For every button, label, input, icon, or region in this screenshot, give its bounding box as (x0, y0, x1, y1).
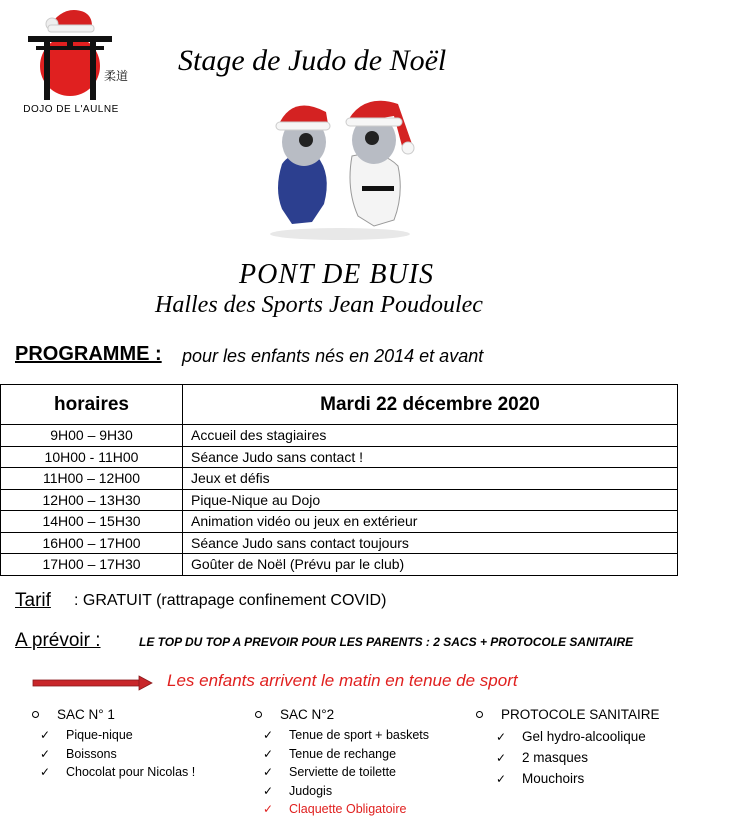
city-name: PONT DE BUIS (239, 259, 435, 290)
activity-cell: Goûter de Noël (Prévu par le club) (183, 554, 678, 576)
sac1-list (30, 707, 195, 782)
checkmark-icon: ✓ (263, 746, 274, 761)
time-cell: 10H00 - 11H00 (1, 446, 183, 468)
tarif-label: Tarif (15, 590, 51, 611)
table-header-row (1, 385, 678, 425)
activity-cell: Animation vidéo ou jeux en extérieur (183, 511, 678, 533)
table-row (1, 489, 678, 511)
circle-bullet-icon (476, 711, 483, 718)
list-item (30, 745, 195, 764)
venue-name: Halles des Sports Jean Poudoulec (155, 292, 483, 318)
list-item (30, 763, 195, 782)
prevoir-text: LE TOP DU TOP A PREVOIR POUR LES PARENTS : 2 SACS + PROTOCOLE SANITAIRE (139, 635, 634, 649)
table-row (1, 446, 678, 468)
programme-label: PROGRAMME : (15, 343, 162, 365)
checkmark-icon: ✓ (263, 802, 274, 817)
arrival-note: Les enfants arrivent le matin en tenue de sport (167, 671, 518, 690)
time-cell: 16H00 – 17H00 (1, 532, 183, 554)
list-item (253, 745, 429, 764)
time-cell: 11H00 – 12H00 (1, 468, 183, 490)
table-row (1, 425, 678, 447)
list-item-text: Chocolat pour Nicolas ! (66, 765, 196, 780)
activity-cell: Pique-Nique au Dojo (183, 489, 678, 511)
logo-text: DOJO DE L'AULNE (23, 104, 119, 115)
time-cell: 12H00 – 13H30 (1, 489, 183, 511)
list-item (253, 763, 429, 782)
protocole-list (474, 707, 660, 789)
checkmark-icon: ✓ (40, 765, 51, 780)
list-item-text: Tenue de rechange (289, 746, 397, 761)
tarif-text: : GRATUIT (rattrapage confinement COVID) (74, 592, 387, 609)
list-header (474, 707, 660, 722)
table-row (1, 511, 678, 533)
checkmark-icon: ✓ (40, 746, 51, 761)
kanji-text: 柔道 (104, 69, 129, 83)
list-item-text: Judogis (289, 783, 333, 798)
list-item-text: 2 masques (522, 750, 589, 765)
list-item-text: Serviette de toilette (289, 765, 397, 780)
page-title: Stage de Judo de Noël (178, 44, 447, 77)
activity-cell: Séance Judo sans contact ! (183, 446, 678, 468)
list-item (253, 726, 429, 745)
header-horaires: horaires (1, 385, 183, 425)
checkmark-icon: ✓ (263, 783, 274, 798)
list-item (30, 726, 195, 745)
checkmark-icon: ✓ (40, 728, 51, 743)
checkmark-icon: ✓ (263, 728, 274, 743)
list-item-highlight (253, 800, 429, 819)
time-cell: 14H00 – 15H30 (1, 511, 183, 533)
list-item-text: Tenue de sport + baskets (289, 728, 430, 743)
sac2-list (253, 707, 429, 819)
table-row (1, 468, 678, 490)
list-title: PROTOCOLE SANITAIRE (501, 707, 660, 722)
table-row (1, 532, 678, 554)
activity-cell: Accueil des stagiaires (183, 425, 678, 447)
list-item-text: Mouchoirs (522, 771, 585, 786)
table-row (1, 554, 678, 576)
list-item (474, 768, 660, 789)
checkmark-icon: ✓ (496, 750, 507, 765)
checkmark-icon: ✓ (496, 771, 507, 786)
list-item-text: Gel hydro-alcoolique (522, 729, 646, 744)
list-title: SAC N° 1 (57, 707, 115, 722)
list-item-text: Claquette Obligatoire (289, 802, 407, 817)
list-title: SAC N°2 (280, 707, 335, 722)
programme-text: pour les enfants nés en 2014 et avant (182, 346, 484, 366)
header-date: Mardi 22 décembre 2020 (183, 385, 678, 425)
circle-bullet-icon (255, 711, 262, 718)
checkmark-icon: ✓ (263, 765, 274, 780)
list-header (30, 707, 195, 722)
schedule-table (0, 384, 678, 576)
circle-bullet-icon (32, 711, 39, 718)
list-item (474, 726, 660, 747)
time-cell: 17H00 – 17H30 (1, 554, 183, 576)
list-item (474, 747, 660, 768)
list-item (253, 782, 429, 801)
list-item-text: Pique-nique (66, 728, 133, 743)
checkmark-icon: ✓ (496, 729, 507, 744)
prevoir-label: A prévoir : (15, 630, 101, 651)
judo-mascots-image (262, 94, 418, 244)
list-item-text: Boissons (66, 746, 117, 761)
arrow-right-icon (33, 675, 153, 691)
activity-cell: Séance Judo sans contact toujours (183, 532, 678, 554)
time-cell: 9H00 – 9H30 (1, 425, 183, 447)
activity-cell: Jeux et défis (183, 468, 678, 490)
list-header (253, 707, 429, 722)
